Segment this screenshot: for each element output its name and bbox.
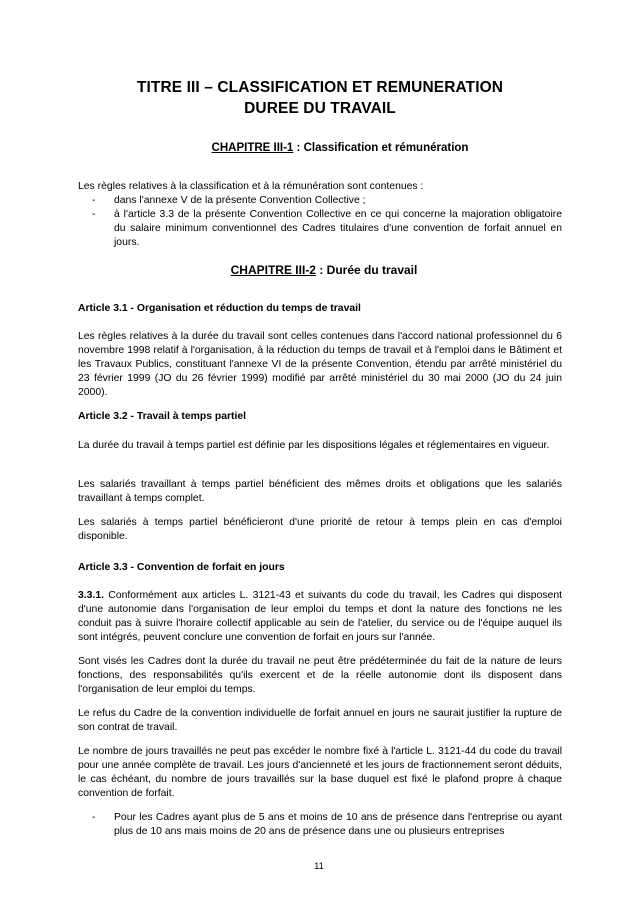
article-3-2-paragraph-2: Les salariés travaillant à temps partiel bénéficient des mêmes droits et obligations que les salariés travaillant à temps complet.	[78, 479, 562, 504]
page-number: 11	[314, 861, 324, 872]
article-3-3-1-paragraph	[78, 589, 562, 645]
title-line-1: TITRE III – CLASSIFICATION ET REMUNERATION	[136, 79, 504, 96]
intro-list	[78, 194, 562, 250]
article-3-3-paragraph-2: Sont visés les Cadres dont la durée du travail ne peut être prédéterminée du fait de la nature de leurs fonctions, des responsabilités qu'ils exercent et de la réelle autonomie dont ils disposent dans l'organisation de leur emploi du temps.	[78, 656, 562, 695]
article-3-2-heading: Article 3.2 - Travail à temps partiel	[78, 411, 247, 422]
main-title	[78, 77, 562, 119]
list-item: - à l'article 3.3 de la présente Convention Collective en ce qui concerne la majoration obligatoire du salaire minimum conventionnel des Cadres titulaires d'une convention de forfait annuel en jours.	[78, 208, 562, 250]
section-number: 3.3.1.	[78, 590, 104, 601]
chapter-1-heading	[98, 142, 582, 154]
chapter-2-label: CHAPITRE III-2	[230, 263, 316, 277]
article-3-3-list	[78, 811, 562, 839]
list-item: - Pour les Cadres ayant plus de 5 ans et moins de 10 ans de présence dans l'entreprise ou ayant plus de 10 ans mais moins de 20 ans de présence dans une ou plusieurs entreprises	[78, 811, 562, 839]
chapter-1-label: CHAPITRE III-1	[211, 142, 294, 154]
intro-text: Les règles relatives à la classification et à la rémunération sont contenues :	[78, 181, 424, 192]
article-3-1-heading: Article 3.1 - Organisation et réduction du temps de travail	[78, 303, 361, 314]
list	[78, 811, 562, 839]
chapter-1-title: : Classification et rémunération	[293, 142, 469, 154]
article-3-3-heading: Article 3.3 - Convention de forfait en jours	[78, 562, 285, 573]
article-3-2-paragraph-3: Les salariés à temps partiel bénéficieront d'une priorité de retour à temps plein en cas d'emploi disponible.	[78, 517, 562, 542]
title-line-2: DUREE DU TRAVAIL	[244, 100, 396, 117]
article-3-3-paragraph-4: Le nombre de jours travaillés ne peut pas excéder le nombre fixé à l'article L. 3121-44 du code du travail pour une année complète de travail. Les jours d'ancienneté et les jours de fractionnement seront déduits, le cas échéant, du nombre de jours travaillés sur la base duquel est fixé le plafond propre à chaque convention de forfait.	[78, 746, 562, 799]
chapter-2-heading	[82, 263, 566, 277]
article-3-2-paragraph-1: La durée du travail à temps partiel est définie par les dispositions légales et réglementaires en vigueur.	[78, 440, 550, 451]
intro-section	[78, 180, 562, 250]
section-text: Conformément aux articles L. 3121-43 et suivants du code du travail, les Cadres qui disposent d'une autonomie dans l'organisation de leur emploi du temps et dont la nature des fonctions ne les conduit pas à suivre l'horaire collectif applicable au sein de l'atelier, du service ou de l'équipe auquel ils sont intégrés, peuvent conclure une convention de forfait en jours sur l'année.	[78, 590, 562, 643]
article-3-3-paragraph-3: Le refus du Cadre de la convention individuelle de forfait annuel en jours ne saurait justifier la rupture de son contrat de travail.	[78, 708, 562, 733]
list-item: - dans l'annexe V de la présente Convention Collective ;	[78, 194, 562, 208]
article-3-1-paragraph: Les règles relatives à la durée du travail sont celles contenues dans l'accord national professionnel du 6 novembre 1998 relatif à l'organisation, à la réduction du temps de travail et à l'emploi dans le Bâtiment et les Travaux Publics, constituant l'annexe VI de la présente Convention, étendu par arrêté ministériel du 23 février 1999 (JO du 26 février 1999) modifié par arrêté ministériel du 30 mai 2000 (JO du 24 juin 2000).	[78, 331, 562, 398]
chapter-2-title: : Durée du travail	[315, 263, 418, 277]
